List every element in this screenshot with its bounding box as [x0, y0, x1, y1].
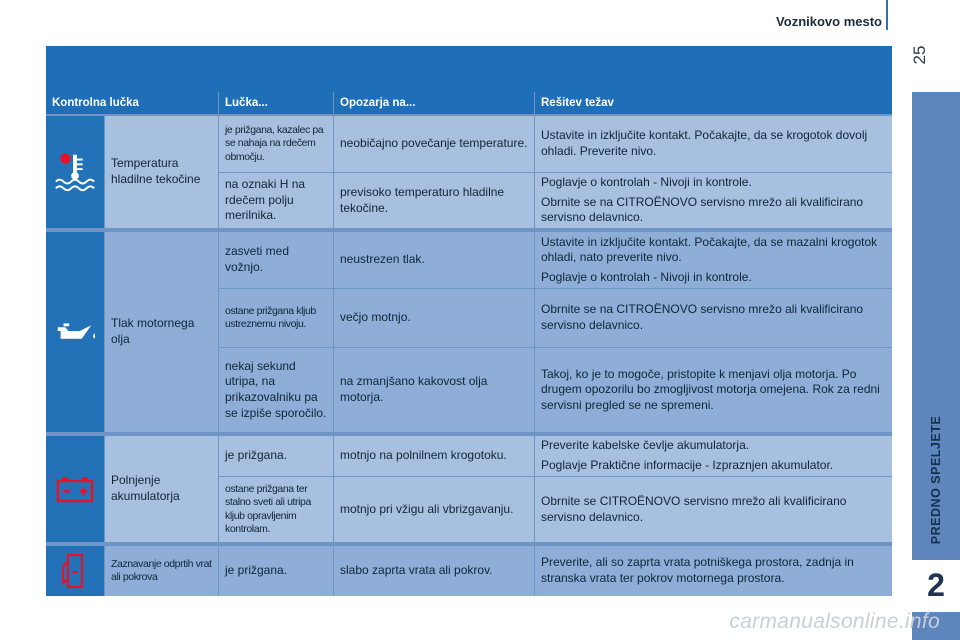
solution-line: Takoj, ko je to mogoče, pristopite k menjavi olja motorja. Po drugem opozorilu bo zmogljivost motorja omejena. Rok za redni servisni pregled se ne spremeni. — [541, 366, 880, 412]
oil-icon-cell — [46, 232, 104, 432]
lamp-name-door: Zaznavanje odprtih vrat ali pokrova — [105, 546, 218, 596]
lamp-name-oil: Tlak motornega olja — [105, 232, 218, 432]
lamp-name-coolant: Temperatura hladilne tekočine — [105, 116, 218, 228]
table-cell-solution — [535, 232, 892, 288]
chapter-number: 2 — [927, 567, 945, 603]
solution-line: Poglavje o kontrolah - Nivoji in kontrole. — [541, 269, 752, 284]
table-cell-solution — [535, 116, 892, 172]
table-cell-state: je prižgana, kazalec pa se nahaja na rdečem območju. — [219, 116, 333, 172]
column-header-warning: Opozarja na... — [334, 92, 534, 114]
table-cell-state: ostane prižgana ter stalno sveti ali utripa kljub opravljenim kontrolam. — [219, 477, 333, 542]
section-title: Voznikovo mesto — [776, 14, 882, 29]
table-cell-state: nekaj sekund utripa, na prikazovalniku pa se izpiše sporočilo. — [219, 348, 333, 432]
door-icon-cell — [46, 546, 104, 596]
page-number: 25 — [910, 45, 929, 65]
solution-line: Preverite kabelske čevlje akumulatorja. — [541, 438, 750, 453]
table-cell-solution — [535, 173, 892, 228]
table-cell-warning: na zmanjšano kakovost olja motorja. — [334, 348, 534, 432]
table-cell-state: ostane prižgana kljub ustreznemu nivoju. — [219, 289, 333, 347]
table-cell-solution — [535, 436, 892, 476]
solution-line: Preverite, ali so zaprta vrata potniškega prostora, zadnja in stranska vrata ter pokrov motornega prostora. — [541, 555, 854, 585]
solution-line: Ustavite in izključite kontakt. Počakajte, da se krogotok dovolj ohladi. Preverite nivo. — [541, 128, 868, 158]
chapter-label-text: PREDNO SPELJETE — [929, 415, 943, 545]
table-cell-warning: neobičajno povečanje temperature. — [334, 116, 534, 172]
table-cell-warning: motnjo pri vžigu ali vbrizgavanju. — [334, 477, 534, 542]
chapter-label — [912, 400, 960, 560]
table-cell-state: na oznaki H na rdečem polju merilnika. — [219, 173, 333, 228]
oil-pressure-icon — [52, 319, 98, 345]
solution-line: Poglavje o kontrolah - Nivoji in kontrole. — [541, 175, 752, 190]
table-cell-warning: neustrezen tlak. — [334, 232, 534, 288]
battery-icon — [55, 475, 95, 503]
lamp-name-battery: Polnjenje akumulatorja — [105, 436, 218, 542]
table-cell-warning: previsoko temperaturo hladilne tekočine. — [334, 173, 534, 228]
solution-line: Ustavite in izključite kontakt. Počakajte, da se mazalni krogotok ohladi, nato preverite nivo. — [541, 234, 878, 265]
battery-icon-cell — [46, 436, 104, 542]
watermark: carmanualsonline.info — [729, 610, 940, 633]
warning-lights-table — [46, 46, 892, 596]
solution-line: Obrnite se na CITROËNOVO servisno mrežo ali kvalificirano servisno delavnico. — [541, 194, 864, 225]
table-cell-solution — [535, 546, 892, 596]
table-cell-solution — [535, 477, 892, 542]
table-cell-state: zasveti med vožnjo. — [219, 232, 333, 288]
coolant-icon-cell — [46, 116, 104, 228]
table-cell-state: je prižgana. — [219, 436, 333, 476]
door-open-icon — [60, 551, 90, 591]
table-banner — [46, 46, 892, 92]
header-divider — [886, 0, 888, 30]
table-cell-warning: večjo motnjo. — [334, 289, 534, 347]
table-cell-solution — [535, 289, 892, 347]
table-cell-state: je prižgana. — [219, 546, 333, 596]
coolant-temperature-icon — [52, 150, 98, 194]
solution-line: Obrnite se CITROËNOVO servisno mrežo ali kvalificirano servisno delavnico. — [541, 493, 847, 524]
column-header-lamp: Kontrolna lučka — [46, 92, 218, 114]
column-header-state: Lučka... — [219, 92, 333, 114]
solution-line: Obrnite se na CITROËNOVO servisno mrežo ali kvalificirano servisno delavnico. — [541, 302, 864, 332]
table-cell-warning: motnjo na polnilnem krogotoku. — [334, 436, 534, 476]
table-cell-solution — [535, 348, 892, 432]
solution-line: Poglavje Praktične informacije - Izpraznjen akumulator. — [541, 458, 834, 472]
column-header-solution: Rešitev težav — [535, 92, 892, 114]
table-cell-warning: slabo zaprta vrata ali pokrov. — [334, 546, 534, 596]
